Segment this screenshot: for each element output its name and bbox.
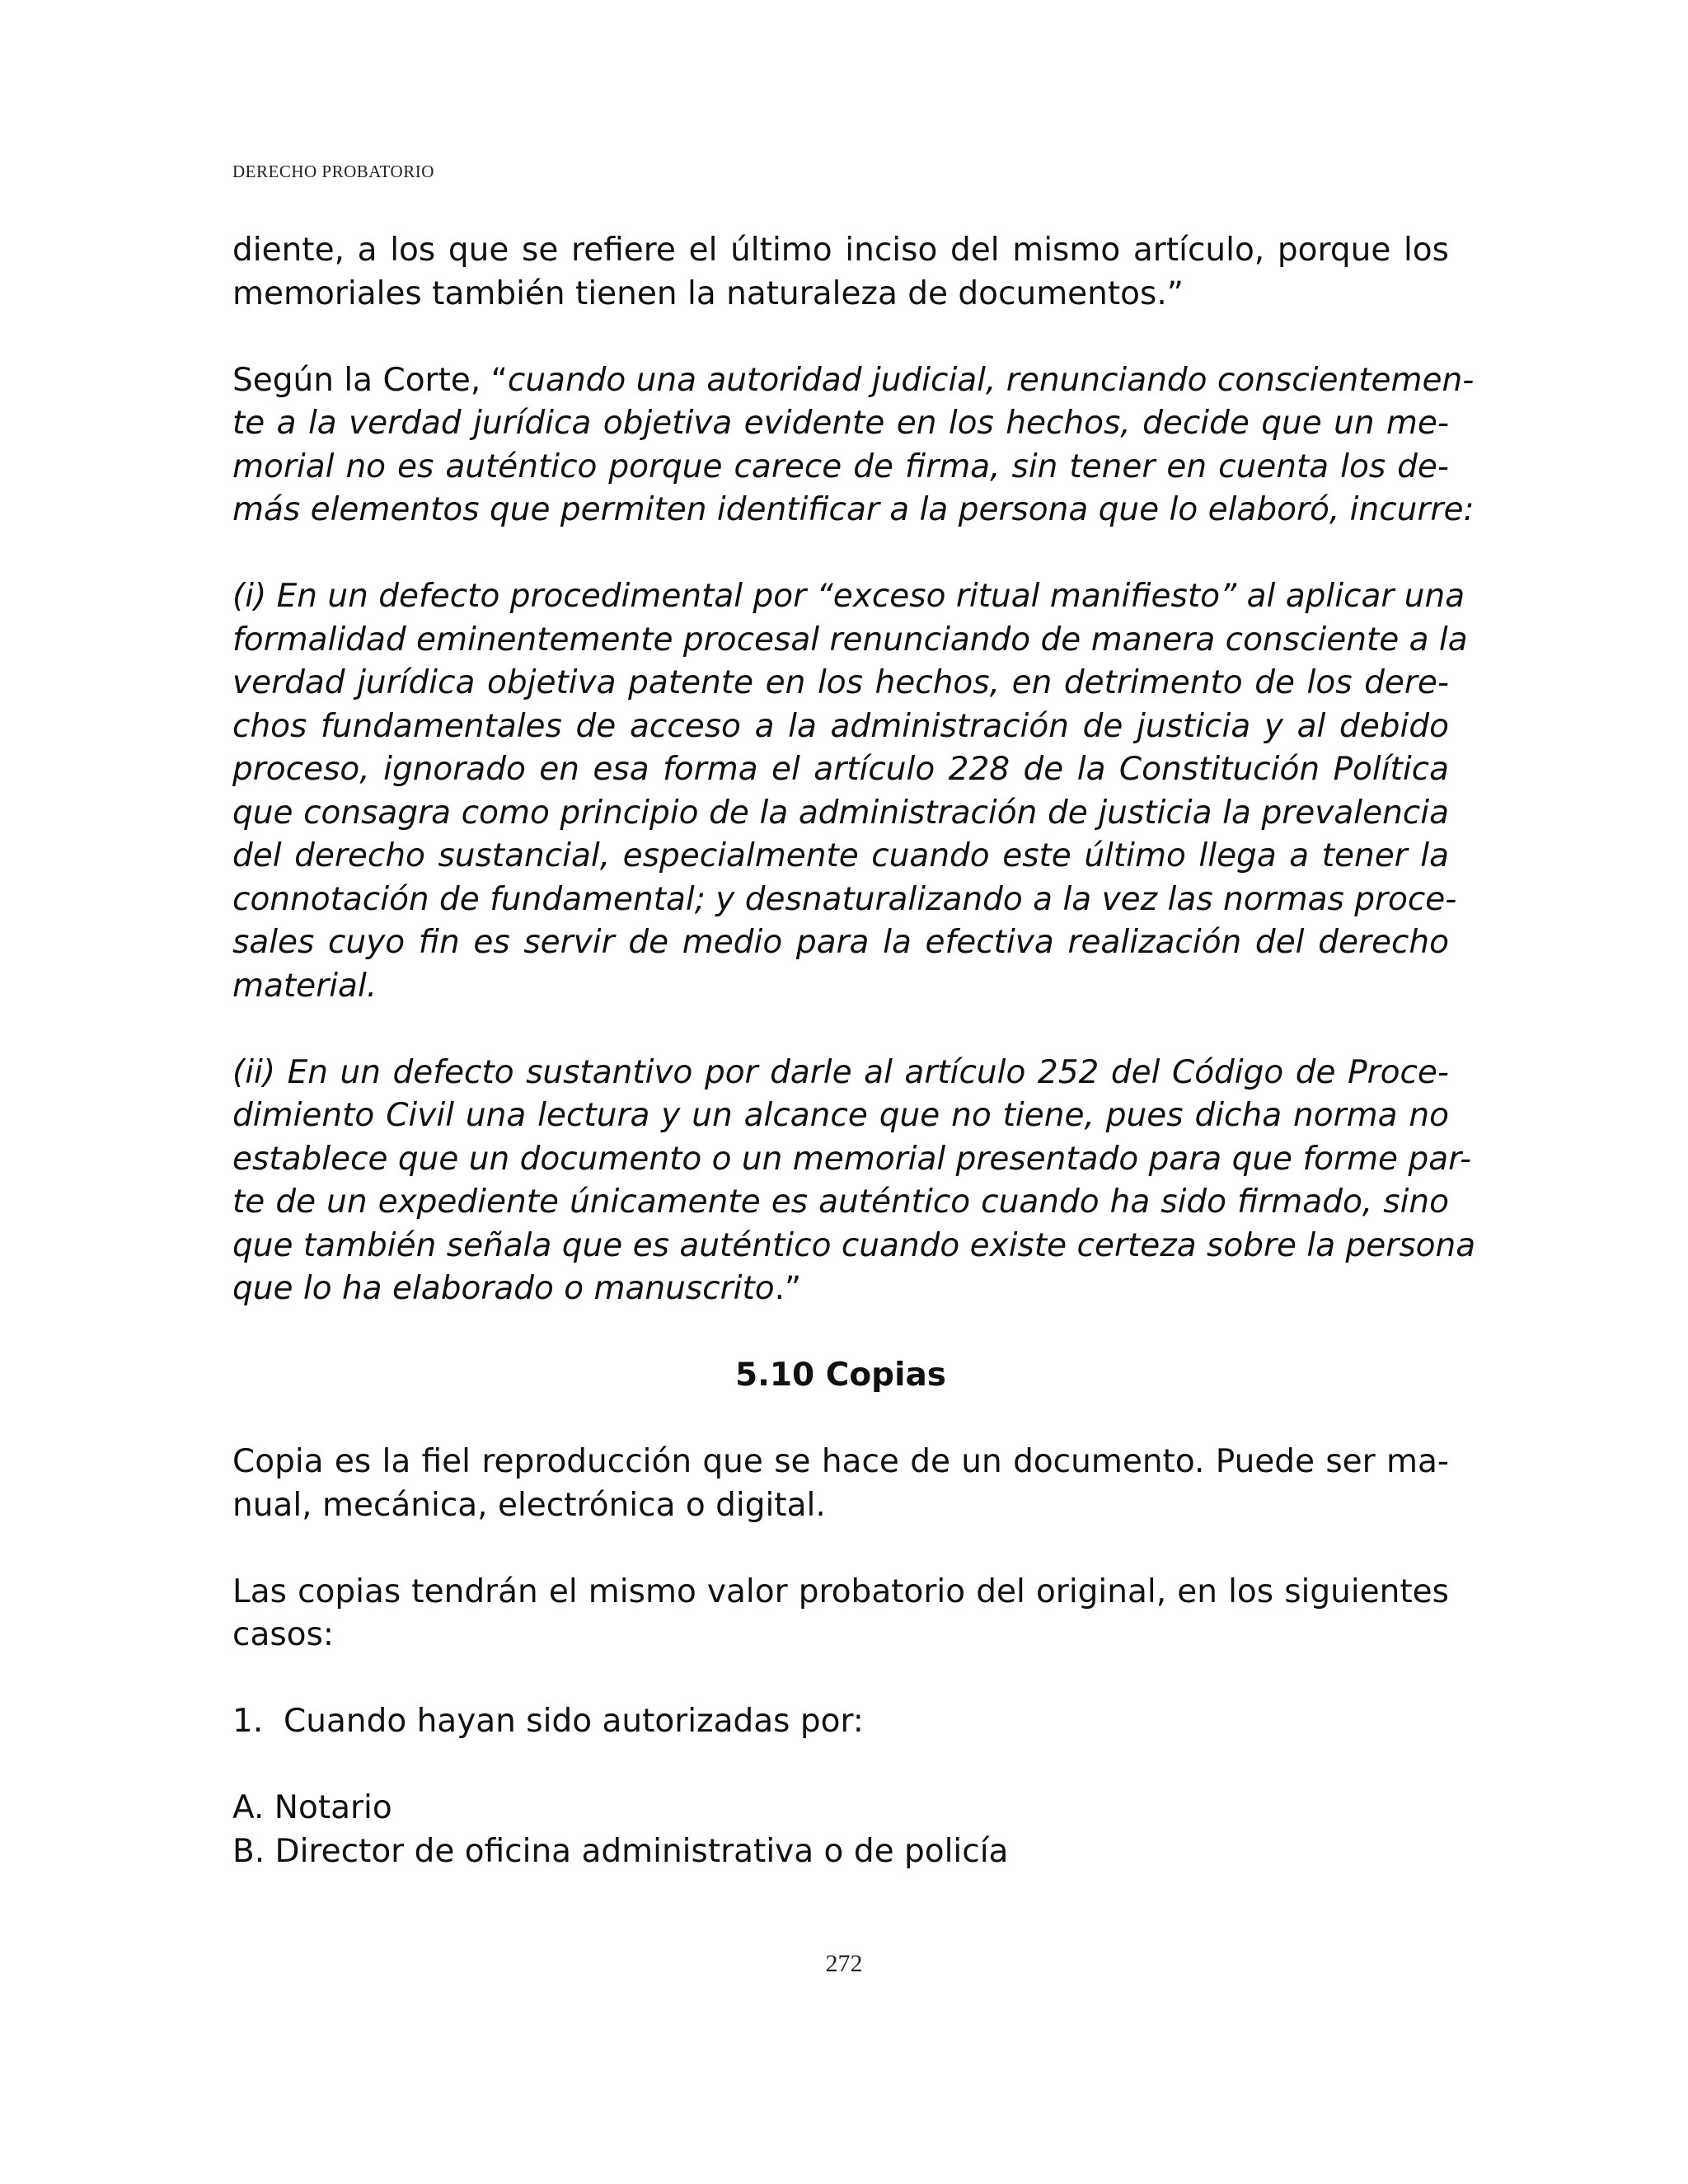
paragraph-2-line-3: morial no es auténtico porque carece de firma, sin tener en cuenta los de- (232, 448, 1449, 485)
paragraph-spacer (232, 316, 1449, 359)
paragraph-3-line-5: proceso, ignorado en esa forma el artículo 228 de la Constitución Política (232, 751, 1449, 788)
list-number: 1. (232, 1703, 264, 1740)
paragraph-4-line-4: te de un expediente únicamente es auténtico cuando ha sido firmado, sino (232, 1183, 1449, 1221)
quote-close: .” (774, 1270, 802, 1307)
paragraph-spacer (232, 532, 1449, 576)
paragraph-spacer (232, 1311, 1449, 1355)
paragraph-spacer (232, 1008, 1449, 1052)
list-item-text: Cuando hayan sido autorizadas por: (284, 1703, 864, 1740)
paragraph-2-line-2: te a la verdad jurídica objetiva evidente en los hechos, decide que un me- (232, 405, 1449, 442)
paragraph-3-line-10: material. (232, 967, 377, 1005)
paragraph-spacer (232, 1657, 1449, 1701)
page-body (232, 229, 1476, 1873)
paragraph-3-line-2: formalidad eminentemente procesal renunciando de manera consciente a la (232, 621, 1468, 658)
quote-end: que lo ha elaborado o manuscrito (232, 1270, 775, 1307)
paragraph-4-line-2: dimiento Civil una lectura y un alcance que no tiene, pues dicha norma no (232, 1097, 1449, 1134)
paragraph-4-line-1: (ii) En un defecto sustantivo por darle al artículo 252 del Código de Proce- (232, 1053, 1449, 1091)
paragraph-1-line-1: diente, a los que se refiere el último inciso del mismo artículo, porque los (232, 232, 1449, 269)
numbered-list-item (232, 1700, 1449, 1744)
paragraph-2-line-1 (232, 359, 1475, 403)
paragraph-3-line-1: (i) En un defecto procedimental por “exceso ritual manifiesto” al aplicar una (232, 578, 1465, 615)
paragraph-1-line-2: memoriales también tienen la naturaleza de documentos.” (232, 274, 1184, 312)
paragraph-3-line-6: que consagra como principio de la administración de justicia la prevalencia (232, 794, 1449, 832)
paragraph-5-line-2: nual, mecánica, electrónica o digital. (232, 1486, 826, 1524)
sub-item-a: A. Notario (232, 1789, 392, 1826)
paragraph-4-line-5: que también señala que es auténtico cuando existe certeza sobre la persona (232, 1226, 1476, 1264)
paragraph-3-line-7: del derecho sustancial, especialmente cuando este último llega a tener la (232, 837, 1449, 874)
paragraph-3-line-3: verdad jurídica objetiva patente en los hechos, en detrimento de los dere- (232, 664, 1449, 701)
paragraph-3-line-8: connotación de fundamental; y desnaturalizando a la vez las normas proce- (232, 880, 1457, 918)
paragraph-5-line-1: Copia es la fiel reproducción que se hace de un documento. Puede ser ma- (232, 1443, 1449, 1480)
section-heading: 5.10 Copias (734, 1357, 947, 1394)
paragraph-spacer (232, 1744, 1449, 1788)
sub-item-b: B. Director de oficina administrativa o de policía (232, 1832, 1009, 1870)
quote-lead: Según la Corte, “ (232, 361, 508, 399)
paragraph-4-line-3: establece que un documento o un memorial presentado para que forme par- (232, 1140, 1472, 1178)
paragraph-6-line-2: casos: (232, 1616, 334, 1653)
paragraph-4-line-6 (232, 1268, 1449, 1311)
paragraph-spacer (232, 1527, 1449, 1571)
page-number: 272 (825, 1950, 863, 1977)
paragraph-3-line-4: chos fundamentales de acceso a la administración de justicia y al debido (232, 707, 1449, 745)
paragraph-2-line-4: más elementos que permiten identificar a la persona que lo elaboró, incurre: (232, 491, 1475, 528)
running-header: DERECHO PROBATORIO (232, 162, 434, 181)
paragraph-spacer (232, 1398, 1449, 1441)
paragraph-6-line-1: Las copias tendrán el mismo valor probatorio del original, en los siguientes (232, 1572, 1449, 1610)
paragraph-3-line-9: sales cuyo fin es servir de medio para la efectiva realización del derecho (232, 924, 1449, 961)
quote-start: cuando una autoridad judicial, renunciando conscientemen- (507, 361, 1475, 399)
